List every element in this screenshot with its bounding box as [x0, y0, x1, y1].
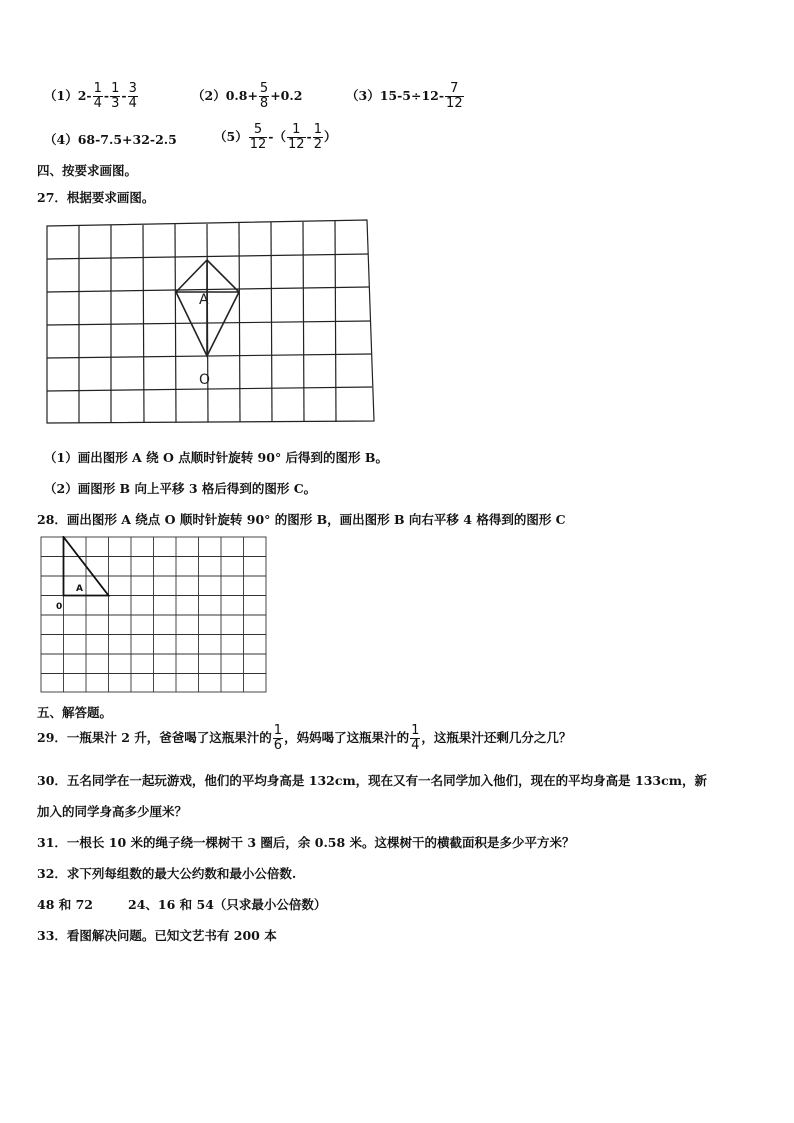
q32-title: 32．求下列每组数的最大公约数和最小公倍数.: [37, 866, 297, 881]
q30-line2: 加入的同学身高多少厘米？: [37, 804, 188, 819]
q31: 31．一根长 10 米的绳子绕一棵树干 3 圈后，余 0.58 米。这棵树干的横截面积是多少平方米？: [37, 835, 575, 850]
q27-grid: [44, 218, 380, 426]
q28-grid: [40, 536, 270, 694]
expr-5: （5） $\frac{5}{12}$ -（ $\frac{1}{12}$ - $\frac{1}{2}$ ）: [214, 122, 337, 152]
fraction: $\frac{1}{6}$: [273, 723, 283, 753]
expr-4: （4）68-7.5+32-2.5: [44, 132, 177, 147]
fraction: $\frac{1}{2}$: [313, 122, 322, 152]
q27-sub2: （2）画图形 B 向上平移 3 格后得到的图形 C。: [44, 481, 317, 496]
label-a: A: [199, 292, 209, 308]
expr-3: （3）15-5÷12- $\frac{7}{12}$: [346, 81, 463, 111]
q33: 33．看图解决问题。已知文艺书有 200 本: [37, 928, 277, 943]
fraction: $\frac{1}{4}$: [411, 723, 420, 753]
expr-2: （2）0.8+ $\frac{5}{8}$ +0.2: [192, 81, 303, 111]
grid-lines: [41, 537, 266, 692]
q32-b: 24、16 和 54（只求最小公倍数）: [128, 897, 327, 912]
q32-a: 48 和 72: [37, 897, 93, 912]
label-o: O: [199, 372, 211, 388]
fraction: $\frac{7}{12}$: [446, 81, 463, 111]
label-a: A: [76, 584, 83, 594]
fraction: $\frac{5}{8}$: [259, 81, 269, 111]
section-5-heading: 五、解答题。: [37, 705, 113, 720]
q28-title: 28．画出图形 A 绕点 O 顺时针旋转 90° 的图形 B，画出图形 B 向右平移 4 格得到的图形 C: [37, 512, 566, 527]
grid-lines: [47, 220, 374, 423]
shape-a-kite: [176, 260, 239, 356]
fraction: $\frac{3}{4}$: [128, 81, 137, 111]
fraction: $\frac{1}{12}$: [287, 122, 305, 152]
q27-sub1: （1）画出图形 A 绕 O 点顺时针旋转 90° 后得到的图形 B。: [44, 450, 388, 465]
q27-title: 27．根据要求画图。: [37, 190, 155, 205]
fraction: $\frac{1}{4}$: [93, 81, 102, 111]
fraction: $\frac{5}{12}$: [249, 122, 267, 152]
label-o: 0: [56, 602, 63, 612]
q29: 29．一瓶果汁 2 升，爸爸喝了这瓶果汁的 $\frac{1}{6}$ ，妈妈喝了这瓶果汁的 $\frac{1}{4}$ ，这瓶果汁还剩几分之几？: [37, 723, 572, 753]
q30-line1: 30．五名同学在一起玩游戏，他们的平均身高是 132cm，现在又有一名同学加入他们，现在的平均身高是 133cm，新: [37, 773, 707, 788]
section-4-heading: 四、按要求画图。: [37, 163, 138, 178]
fraction: $\frac{1}{3}$: [111, 81, 120, 111]
expr-1: （1）2- $\frac{1}{4}$ - $\frac{1}{3}$ - $\frac{3}{4}$: [44, 81, 137, 111]
